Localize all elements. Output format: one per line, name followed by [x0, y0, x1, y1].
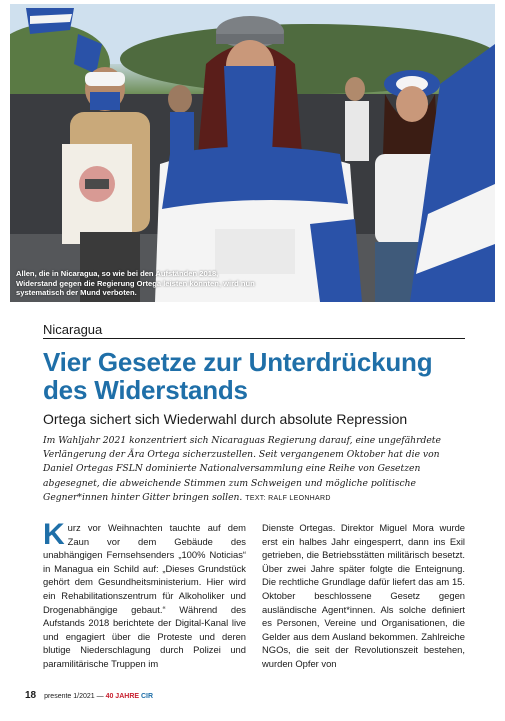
- protest-illustration: [10, 4, 495, 302]
- photo-caption: Allen, die in Nicaragua, so wie bei den Aufständen 2018, Widerstand gegen die Regierung Ortega leisten könnten, wird nun systematisch der Mund verboten.: [16, 269, 255, 298]
- lead-text: Im Wahljahr 2021 konzentriert sich Nicaraguas Regierung darauf, eine ungefährdete Verlängerung der Ära Ortega sicherzustellen. Seit vergangenem Oktober hat die von Daniel Ortegas FSLN dominierte Nationalversammlung eine Reihe von Gesetzen abgesegnet, die abweichende Stimmen zum Schweigen und mögliche politische Gegner*innen hinter Gitter bringen sollen.: [43, 435, 441, 503]
- org-name: CIR: [141, 693, 154, 700]
- article-headline: Vier Gesetze zur Unterdrückung des Widerstands: [43, 347, 433, 405]
- anniversary-mark: 40 JAHRE: [105, 693, 140, 700]
- page-footer: [25, 690, 153, 701]
- section-label: Nicaragua: [43, 322, 103, 337]
- author-credit: TEXT: RALF LEONHARD: [245, 494, 331, 502]
- body-text-2: Dienste Ortegas. Direktor Miguel Mora wurde erst ein halbes Jahr eingesperrt, dann ins Exil getrieben, die Betriebsstätten militärisch besetzt. Über zwei Jahre später folgte die Enteignung. Die rechtliche Grundlage dafür liefert das am 15. Oktober beschlossene Gesetz gegen ausländische Agent*innen. Als solche definiert es Personen, Vereine und Organisationen, die Gelder aus dem Ausland bekommen. Zahlreiche NGOs, die seit der Revolutionszeit bestehen, wurden Opfer von: [262, 522, 465, 669]
- article-photo: [10, 4, 495, 302]
- page-number: 18: [25, 690, 37, 701]
- article-lead: [43, 434, 468, 506]
- section-divider: [43, 338, 465, 339]
- body-text-1: urz vor Weihnachten tauchte auf dem Zaun vor dem Gebäude des unabhängigen Fernsehsenders „100% Noticias“ in Managua ein Schild auf: „Dieses Grundstück gehört dem Gesundheitsministerium. Hier wird ein Rehabilitationszentrum für Alkoholiker und Drogenabhängige gebaut.“ Während des Aufstands 2018 berichtete der Digital-Kanal live und engagiert über die Proteste und deren blutige Niederschlagung durch Polizei und paramilitärische Truppen im: [43, 522, 246, 669]
- body-column-1: [43, 518, 246, 671]
- magazine-issue: presente 1/2021 —: [44, 693, 104, 700]
- article-subheadline: Ortega sichert sich Wiederwahl durch absolute Repression: [43, 411, 408, 427]
- drop-cap: K: [43, 518, 65, 551]
- body-column-2: [262, 521, 465, 671]
